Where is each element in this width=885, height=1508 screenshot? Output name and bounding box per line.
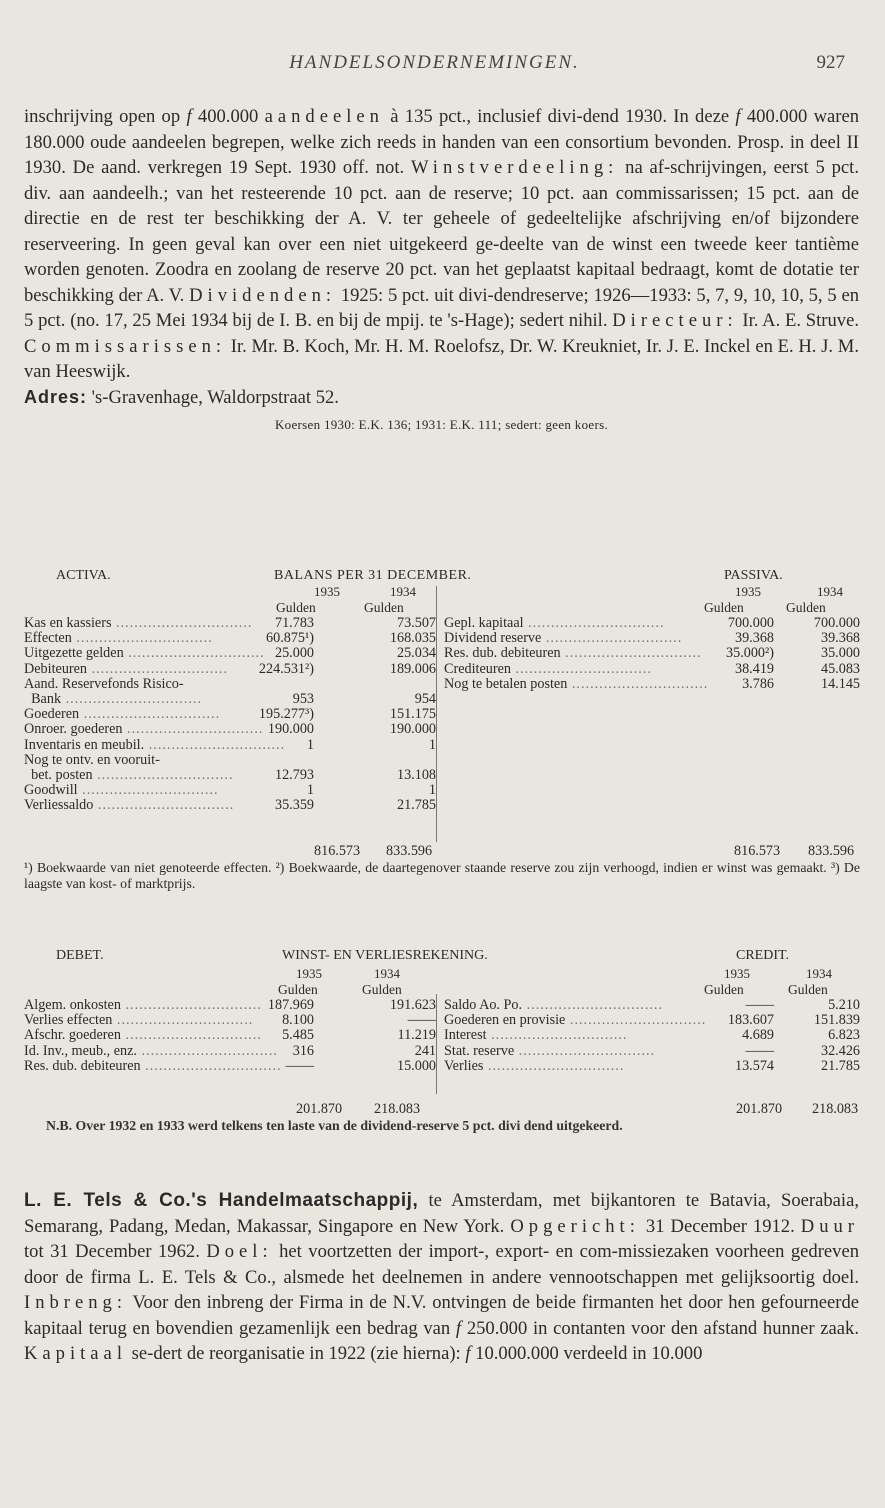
row-label: Id. Inv., meub., enz. .............................. <box>24 1042 278 1059</box>
row-label: Inventaris en meubil. .............................. <box>24 736 286 753</box>
debet-row <box>24 998 436 1013</box>
activa-row <box>24 783 436 798</box>
credit-list <box>444 998 860 1074</box>
winst-year-1934-right: 1934 <box>806 966 832 981</box>
row-label: Goederen .............................. <box>24 706 221 723</box>
balans-total-1934-right: 833.596 <box>808 843 855 859</box>
value-1935: 35.359 <box>274 797 314 814</box>
row-label: Verlies effecten .............................. <box>24 1012 254 1029</box>
credit-title: CREDIT. <box>736 948 790 963</box>
value-1934: 700.000 <box>813 615 860 631</box>
balans-total-1935-left: 816.573 <box>314 843 361 859</box>
value-1934: 11.219 <box>397 1027 436 1044</box>
value-1935: 12.793 <box>274 766 314 783</box>
value-1934: 39.368 <box>820 630 860 647</box>
balans-year-1935-left: 1935 <box>314 584 340 599</box>
value-1934: 241 <box>414 1042 436 1059</box>
row-label: Onroer. goederen .............................. <box>24 721 264 738</box>
row-label: Gepl. kapitaal .............................. <box>444 615 665 631</box>
balans-total-1935-right: 816.573 <box>734 843 781 859</box>
winst-year-1934-left: 1934 <box>374 966 400 981</box>
debet-row <box>24 1013 436 1028</box>
row-label: Debiteuren .............................. <box>24 660 228 677</box>
passiva-row <box>444 646 860 661</box>
value-1935: 13.574 <box>734 1057 774 1074</box>
winst-unit-left-1: Gulden <box>278 982 318 997</box>
value-1934: 15.000 <box>396 1057 436 1074</box>
value-1935: —— <box>285 1057 314 1074</box>
row-label: bet. posten .............................. <box>24 766 234 783</box>
passiva-list <box>444 616 860 692</box>
balans-year-1934-left: 1934 <box>390 584 416 599</box>
debet-row <box>24 1028 436 1043</box>
row-label: Res. dub. debiteuren .............................. <box>444 645 702 662</box>
credit-row <box>444 998 860 1013</box>
value-1935: 71.783 <box>274 615 314 631</box>
value-1935: 700.000 <box>727 615 774 631</box>
balans-title: BALANS PER 31 DECEMBER. <box>274 568 472 583</box>
passiva-row <box>444 662 860 677</box>
winst-table <box>24 948 860 1134</box>
value-1934: 151.839 <box>813 1012 860 1029</box>
credit-row <box>444 1013 860 1028</box>
row-label: Effecten .............................. <box>24 630 213 647</box>
activa-list <box>24 616 436 813</box>
winst-unit-left-2: Gulden <box>362 982 402 997</box>
value-1935: 3.786 <box>742 675 774 692</box>
value-1934: 151.175 <box>389 706 436 723</box>
winst-year-1935-right: 1935 <box>724 966 750 981</box>
winst-unit-right-2: Gulden <box>788 982 828 997</box>
balans-footnote: ¹) Boekwaarde van niet genoteerde effecten. ²) Boekwaarde, de daartegenover staande reserve zou zijn verhoogd, indien er winst was gemaakt. ³) De laagste van kost- of marktprijs. <box>24 860 860 891</box>
value-1934: 6.823 <box>828 1027 860 1044</box>
row-label: Interest .............................. <box>444 1027 628 1044</box>
winst-note: N.B. Over 1932 en 1933 werd telkens ten laste van de dividend-reserve 5 pct. divi dend uitgekeerd. <box>46 1118 623 1133</box>
passiva-row <box>444 631 860 646</box>
value-1934: 32.426 <box>820 1042 860 1059</box>
value-1934: 73.507 <box>396 615 436 631</box>
row-label: Goodwill .............................. <box>24 782 219 799</box>
row-label: Afschr. goederen .............................. <box>24 1027 262 1044</box>
debet-title: DEBET. <box>56 948 104 963</box>
passiva-title: PASSIVA. <box>724 568 783 583</box>
value-1934: 45.083 <box>820 660 860 677</box>
value-1935: 38.419 <box>734 660 774 677</box>
row-label: Aand. Reservefonds Risico- <box>24 675 184 692</box>
page-title: HANDELSONDERNEMINGEN. <box>289 52 580 73</box>
value-1934: 168.035 <box>389 630 436 647</box>
winst-total-1935-right: 201.870 <box>736 1101 783 1117</box>
row-label: Saldo Ao. Po. .............................. <box>444 997 663 1013</box>
intro-text: inschrijving open op f 400.000 aandeelen à 135 pct., inclusief divi-dend 1930. In deze f 400.000 waren 180.000 oude aandeelen begrepen, welke zich reeds in handen van een consortium bevonden. Prosp. in deel II 1930. De aand. verkregen 19 Sept. 1930 off. not. Winstverdeeling: na af-schrijvingen, eerst 5 pct. div. aan aandeelh.; van het resteerende 10 pct. aan de reserve; 10 pct. aan commissarissen; 15 pct. aan de directie en de rest ter beschikking der A. V. ter geheele of gedeeltelijke afschrijving en/of bijzondere reserveering. In geen geval kan over een niet uitgekeerd ge-deelte van de winst een tweede keer tantième worden genoten. Zoodra en zoolang de reserve 20 pct. van het geplaatst kapitaal bedraagt, komt de dotatie ter beschikking der A. V. Dividenden: 1925: 5 pct. uit divi-dendreserve; 1926—1933: 5, 7, 9, 10, 10, 5, 5 en 5 pct. (no. 17, 25 Mei 1934 bij de I. B. en bij de mpij. te 's-Hage); sedert nihil. Directeur: Ir. A. E. Struve. Commissarissen: Ir. Mr. B. Koch, Mr. H. M. Roelofsz, Dr. W. Kreukniet, Ir. J. E. Inckel en E. H. J. M. van Heeswijk. Adres: 's-Gravenhage, Waldorpstraat 52. Koersen 1930: E.K. 136; 1931: E.K. 111; sedert: geen koers. <box>24 104 859 438</box>
value-1935: 8.100 <box>282 1012 314 1029</box>
value-1934: 25.034 <box>396 645 436 662</box>
value-1935: 35.000²) <box>726 645 774 662</box>
value-1935: 224.531²) <box>258 660 314 677</box>
value-1935: 187.969 <box>267 997 314 1013</box>
row-label: Verliessaldo .............................. <box>24 797 235 814</box>
row-label: Goederen en provisie .............................. <box>444 1012 707 1029</box>
balans-total-1934-left: 833.596 <box>386 843 433 859</box>
activa-row <box>24 707 436 722</box>
value-1935: 195.277³) <box>258 706 314 723</box>
balans-year-1934-right: 1934 <box>817 584 843 599</box>
value-1935: 1 <box>306 782 314 799</box>
winst-total-1935-left: 201.870 <box>296 1101 343 1117</box>
value-1934: 1 <box>428 782 436 799</box>
balans-unit-left-2: Gulden <box>364 600 404 615</box>
row-label: Crediteuren .............................. <box>444 660 652 677</box>
row-label: Algem. onkosten .............................. <box>24 997 262 1013</box>
value-1935: 60.875¹) <box>266 630 314 647</box>
row-label: Nog te ontv. en vooruit- <box>24 751 160 768</box>
row-label: Dividend reserve .............................. <box>444 630 683 647</box>
value-1934: 1 <box>428 736 436 753</box>
balans-unit-right-1: Gulden <box>704 600 744 615</box>
value-1935: 1 <box>306 736 314 753</box>
activa-row <box>24 722 436 737</box>
value-1935: 316 <box>292 1042 314 1059</box>
debet-list <box>24 998 436 1074</box>
value-1935: 25.000 <box>274 645 314 662</box>
row-label: Nog te betalen posten .............................. <box>444 675 709 692</box>
activa-row <box>24 616 436 631</box>
activa-row <box>24 738 436 753</box>
value-1934: 21.785 <box>396 797 436 814</box>
passiva-row <box>444 677 860 692</box>
passiva-row <box>444 616 860 631</box>
value-1934: 191.623 <box>389 997 436 1013</box>
row-label: Uitgezette gelden .............................. <box>24 645 265 662</box>
activa-row <box>24 692 436 707</box>
address-line: Adres: 's-Gravenhage, Waldorpstraat 52. <box>24 386 339 408</box>
value-1935: 190.000 <box>267 721 314 738</box>
winst-total-1934-right: 218.083 <box>812 1101 859 1117</box>
activa-row <box>24 753 436 768</box>
row-label: Kas en kassiers .............................. <box>24 615 253 631</box>
activa-row <box>24 646 436 661</box>
value-1934: 13.108 <box>396 766 436 783</box>
company-name: L. E. Tels & Co.'s Handelmaatschappij, <box>24 1190 419 1211</box>
running-header <box>24 52 845 86</box>
value-1934: 5.210 <box>828 997 860 1013</box>
page-number: 927 <box>816 52 845 73</box>
value-1934: 190.000 <box>389 721 436 738</box>
debet-row <box>24 1059 436 1074</box>
row-label: Stat. reserve .............................. <box>444 1042 656 1059</box>
winst-title: WINST- EN VERLIESREKENING. <box>282 948 488 963</box>
winst-year-1935-left: 1935 <box>296 966 322 981</box>
balans-unit-left-1: Gulden <box>276 600 316 615</box>
balans-year-1935-right: 1935 <box>735 584 761 599</box>
value-1935: 953 <box>292 690 314 707</box>
value-1935: 39.368 <box>734 630 774 647</box>
winst-total-1934-left: 218.083 <box>374 1101 421 1117</box>
winst-unit-right-1: Gulden <box>704 982 744 997</box>
activa-row <box>24 631 436 646</box>
row-label: Bank .............................. <box>24 690 202 707</box>
value-1934: —— <box>407 1012 436 1029</box>
balans-unit-right-2: Gulden <box>786 600 826 615</box>
activa-title: ACTIVA. <box>56 568 111 583</box>
row-label: Res. dub. debiteuren .............................. <box>24 1057 282 1074</box>
debet-row <box>24 1044 436 1059</box>
balans-table <box>24 568 860 891</box>
value-1934: 189.006 <box>389 660 436 677</box>
value-1935: 183.607 <box>727 1012 774 1029</box>
value-1935: —— <box>745 1042 774 1059</box>
credit-row <box>444 1028 860 1043</box>
value-1934: 35.000 <box>820 645 860 662</box>
value-1935: 5.485 <box>282 1027 314 1044</box>
credit-row <box>444 1044 860 1059</box>
koersen-line: Koersen 1930: E.K. 136; 1931: E.K. 111; sedert: geen koers. <box>274 417 608 432</box>
activa-row <box>24 677 436 692</box>
row-label: Verlies .............................. <box>444 1057 625 1074</box>
tels-text: L. E. Tels & Co.'s Handelmaatschappij, te Amsterdam, met bijkantoren te Batavia, Soerabaia, Semarang, Padang, Medan, Makassar, Singapore en New York. Opgericht: 31 December 1912. Duur tot 31 December 1962. Doel: het voortzetten der import-, export- en com-missiezaken voorheen gedreven door de firma L. E. Tels & Co., alsmede het deelnemen in andere vennootschappen met gelijksoortig doel. Inbreng: Voor den inbreng der Firma in de N.V. ontvingen de beide firmanten het door hen gefourneerde kapitaal terug en bovendien gezamenlijk een bedrag van f 250.000 in contanten voor den afstand hunner zaak. Kapitaal se-dert de reorganisatie in 1922 (zie hierna): f 10.000.000 verdeeld in 10.000 <box>24 1190 859 1364</box>
value-1934: 21.785 <box>820 1057 860 1074</box>
value-1934: 14.145 <box>820 675 860 692</box>
activa-row <box>24 798 436 813</box>
value-1935: —— <box>745 997 774 1013</box>
activa-row <box>24 768 436 783</box>
value-1934: 954 <box>414 690 436 707</box>
value-1935: 4.689 <box>742 1027 774 1044</box>
activa-row <box>24 662 436 677</box>
credit-row <box>444 1059 860 1074</box>
